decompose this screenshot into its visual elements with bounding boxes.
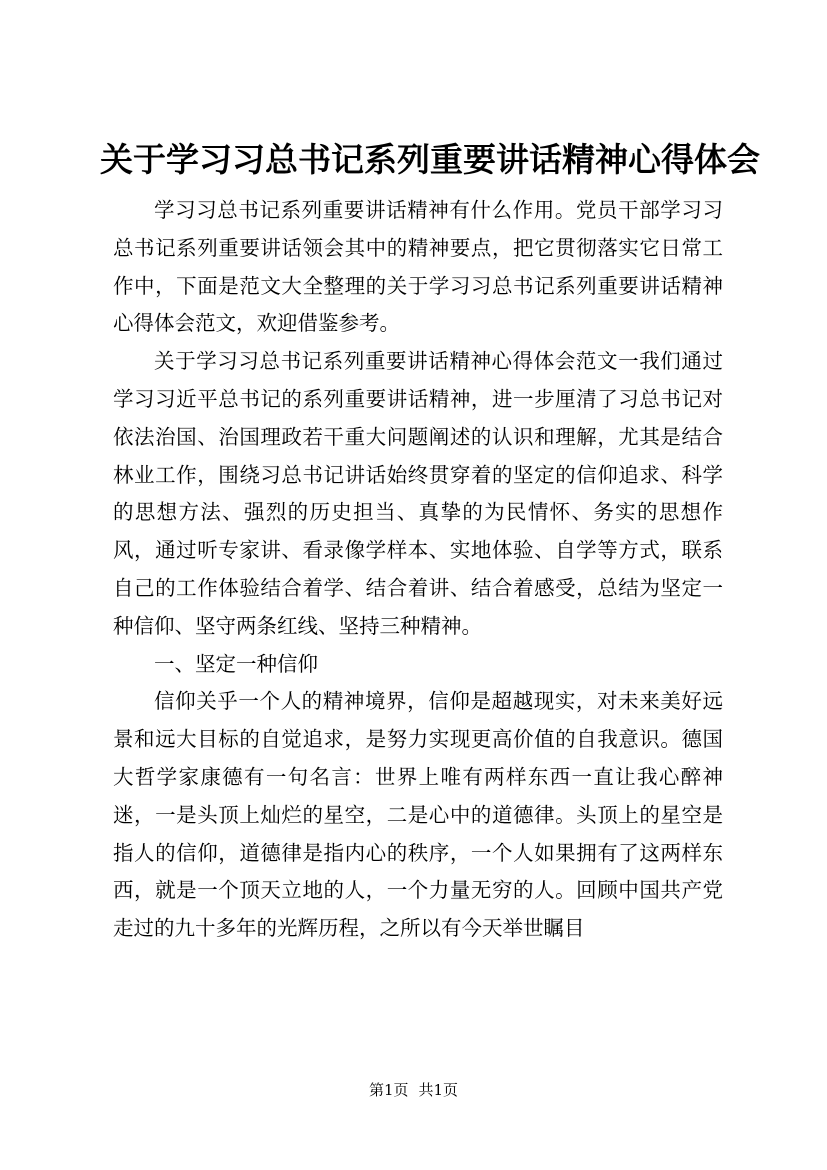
paragraph-faith: 信仰关乎一个人的精神境界，信仰是超越现实，对未来美好远景和远大目标的自觉追求，是努力实现更高价值的自我意识。德国大哲学家康德有一句名言：世界上唯有两样东西一直让我心醉神迷，一是头顶上灿烂的星空，二是心中的道德律。头顶上的星空是指人的信仰，道德律是指内心的秩序，一个人如果拥有了这两样东西，就是一个顶天立地的人，一个力量无穷的人。回顾中国共产党走过的九十多年的光辉历程，之所以有今天举世瞩目 (113, 689, 723, 941)
document-body (113, 192, 723, 948)
page-number: 第1页 (368, 1081, 409, 1099)
paragraph-sample-one: 关于学习习总书记系列重要讲话精神心得体会范文一我们通过学习习近平总书记的系列重要讲话精神，进一步厘清了习总书记对依法治国、治国理政若干重大问题阐述的认识和理解，尤其是结合林业工作，围绕习总书记讲话始终贯穿着的坚定的信仰追求、科学的思想方法、强烈的历史担当、真挚的为民情怀、务实的思想作风，通过听专家讲、看录像学样本、实地体验、自学等方式，联系自己的工作体验结合着学、结合着讲、结合着感受，总结为坚定一种信仰、坚守两条红线、坚持三种精神。 (113, 349, 723, 638)
paragraph-intro: 学习习总书记系列重要讲话精神有什么作用。党员干部学习习总书记系列重要讲话领会其中的精神要点，把它贯彻落实它日常工作中，下面是范文大全整理的关于学习习总书记系列重要讲话精神心得体会范文，欢迎借鉴参考。 (113, 198, 723, 336)
section-heading: 一、坚定一种信仰 (154, 651, 318, 676)
document-title: 关于学习习总书记系列重要讲话精神心得体会 (100, 140, 760, 179)
page-footer (0, 1080, 827, 1100)
page-total: 共1页 (418, 1081, 459, 1099)
